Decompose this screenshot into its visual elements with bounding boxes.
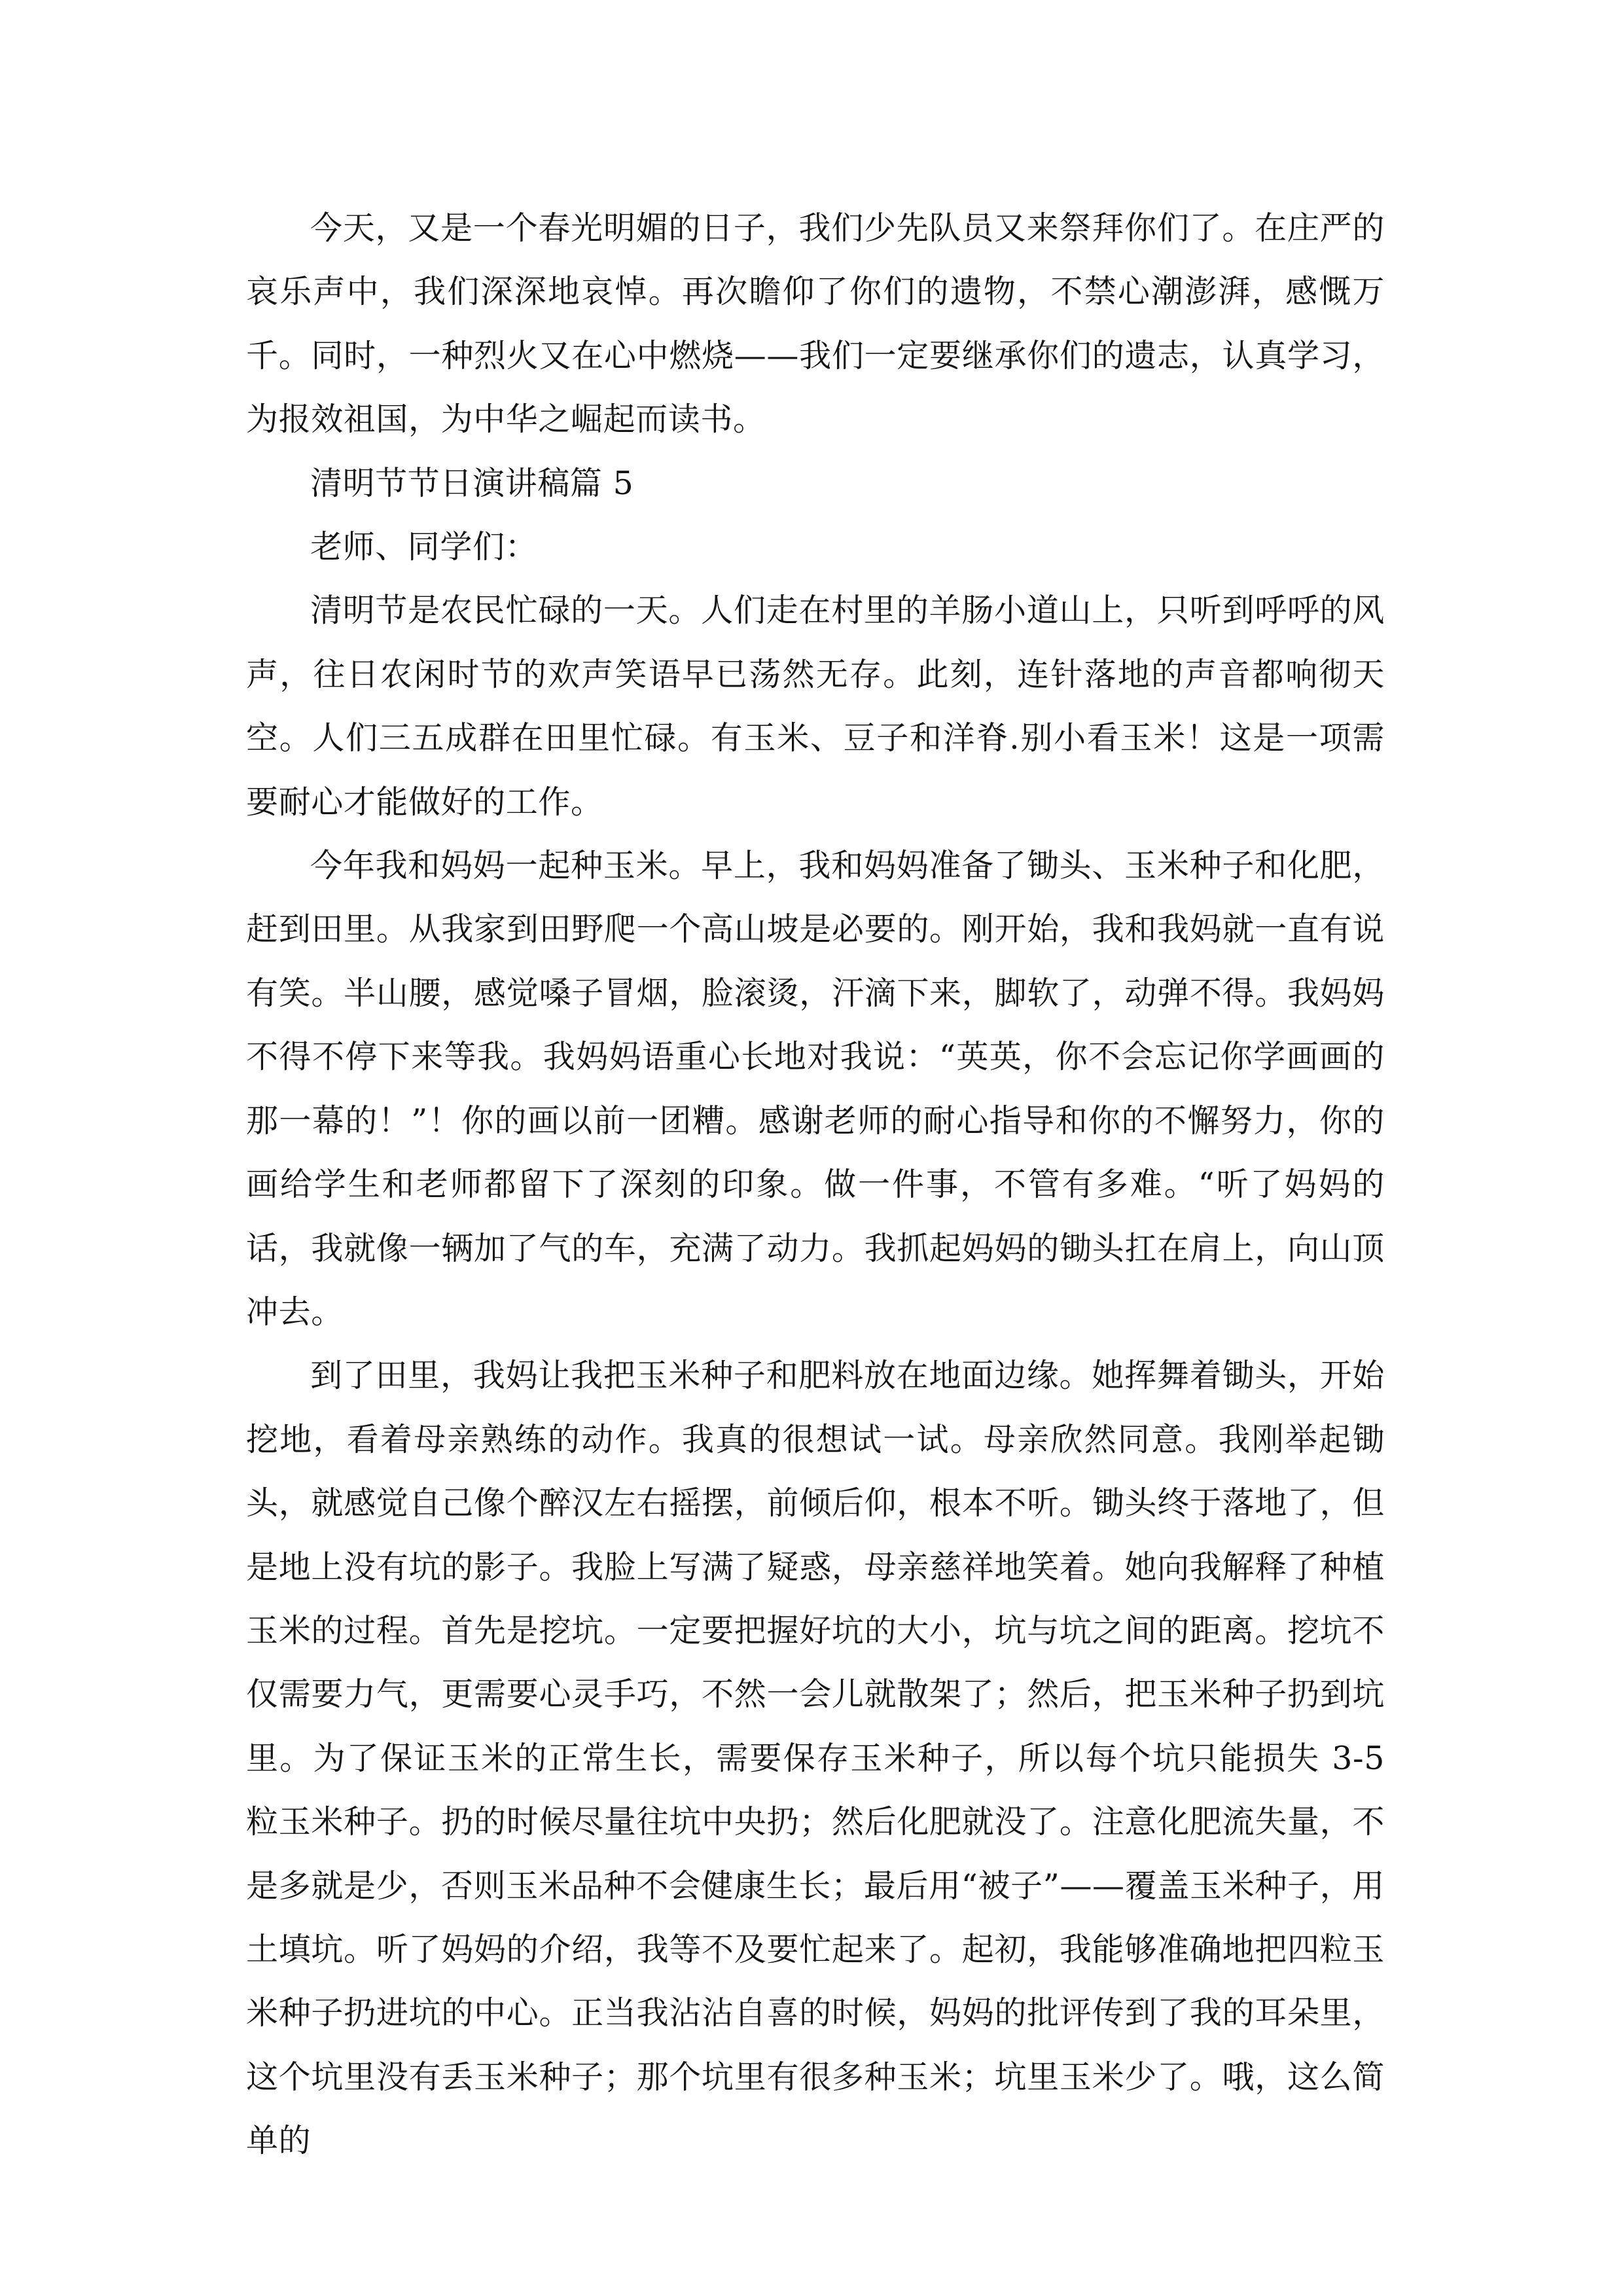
paragraph-1: 今天，又是一个春光明媚的日子，我们少先队员又来祭拜你们了。在庄严的哀乐声中，我们深深地哀悼。再次瞻仰了你们的遗物，不禁心潮澎湃，感慨万千。同时，一种烈火又在心中燃烧——我们一定要继承你们的遗志，认真学习，为报效祖国，为中华之崛起而读书。 [246,209,1385,439]
salutation: 老师、同学们： [310,528,538,566]
document-body [246,196,1385,2173]
section-heading: 清明节节日演讲稿篇 5 [310,464,634,502]
paragraph-4: 到了田里，我妈让我把玉米种子和肥料放在地面边缘。她挥舞着锄头，开始挖地，看着母亲熟练的动作。我真的很想试一试。母亲欣然同意。我刚举起锄头，就感觉自己像个醉汉左右摇摆，前倾后仰，根本不听。锄头终于落地了，但是地上没有坑的影子。我脸上写满了疑惑，母亲慈祥地笑着。她向我解释了种植玉米的过程。首先是挖坑。一定要把握好坑的大小，坑与坑之间的距离。挖坑不仅需要力气，更需要心灵手巧，不然一会儿就散架了；然后，把玉米种子扔到坑里。为了保证玉米的正常生长，需要保存玉米种子，所以每个坑只能损失 3-5 粒玉米种子。扔的时候尽量往坑中央扔；然后化肥就没了。注意化肥流失量，不是多就是少，否则玉米品种不会健康生长；最后用“被子”——覆盖玉米种子，用土填坑。听了妈妈的介绍，我等不及要忙起来了。起初，我能够准确地把四粒玉米种子扔进坑的中心。正当我沾沾自喜的时候，妈妈的批评传到了我的耳朵里，这个坑里没有丢玉米种子；那个坑里有很多种玉米；坑里玉米少了。哦，这么简单的 [246,1357,1385,2160]
paragraph-3: 今年我和妈妈一起种玉米。早上，我和妈妈准备了锄头、玉米种子和化肥，赶到田里。从我家到田野爬一个高山坡是必要的。刚开始，我和我妈就一直有说有笑。半山腰，感觉嗓子冒烟，脸滚烫，汗滴下来，脚软了，动弹不得。我妈妈不得不停下来等我。我妈妈语重心长地对我说：“英英，你不会忘记你学画画的那一幕的！”！你的画以前一团糟。感谢老师的耐心指导和你的不懈努力，你的画给学生和老师都留下了深刻的印象。做一件事，不管有多难。“听了妈妈的话，我就像一辆加了气的车，充满了动力。我抓起妈妈的锄头扛在肩上，向山顶冲去。 [246,847,1385,1331]
paragraph-2: 清明节是农民忙碌的一天。人们走在村里的羊肠小道山上，只听到呼呼的风声，往日农闲时节的欢声笑语早已荡然无存。此刻，连针落地的声音都响彻天空。人们三五成群在田里忙碌。有玉米、豆子和洋脊.别小看玉米！这是一项需要耐心才能做好的工作。 [246,592,1385,821]
